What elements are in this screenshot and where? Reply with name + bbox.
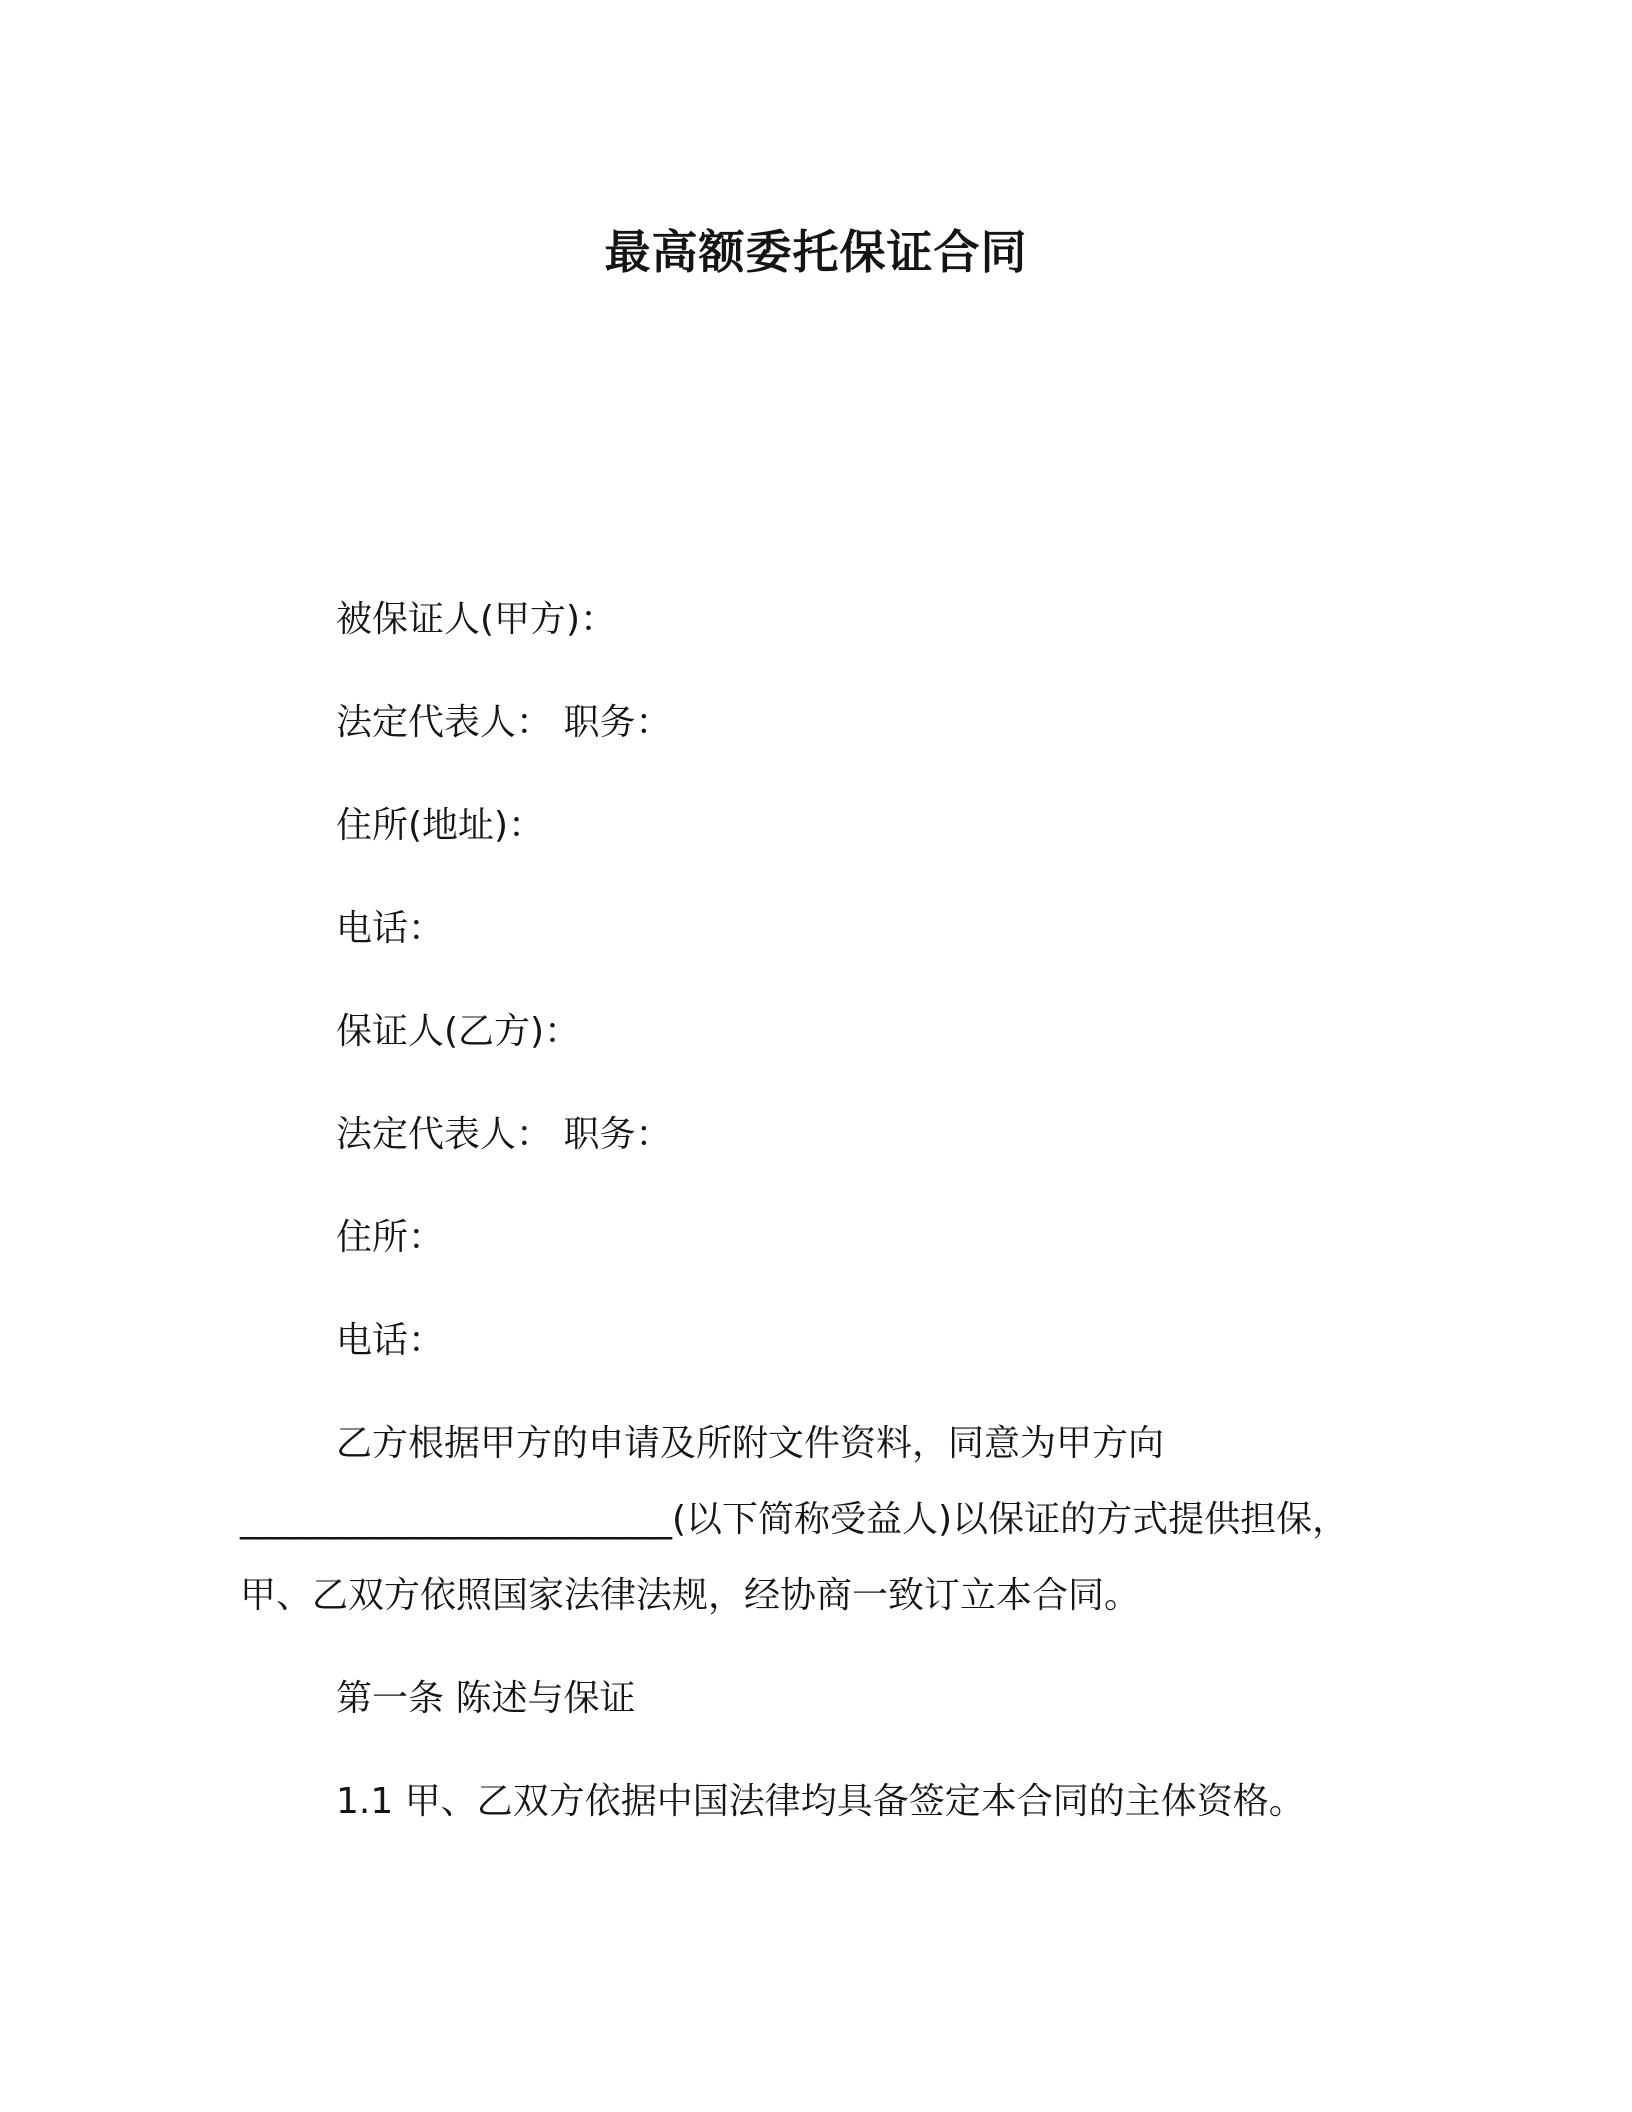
party-b-name-label: 保证人(乙方)： [336, 1011, 581, 1052]
preamble-line-3: 甲、乙双方依照国家法律法规，经协商一致订立本合同。 [240, 1575, 1141, 1616]
article-1-heading: 第一条 陈述与保证 [336, 1678, 636, 1719]
party-a-address-label: 住所(地址)： [336, 805, 545, 846]
preamble-line-2: ________________________(以下简称受益人)以保证的方式提供担保， [240, 1499, 1349, 1540]
party-b-address-label: 住所： [336, 1217, 445, 1258]
party-a-phone-label: 电话： [336, 908, 445, 949]
party-a-representative-label: 法定代表人： 职务： [336, 702, 672, 743]
preamble-line-1: 乙方根据甲方的申请及所附文件资料，同意为甲方向 [336, 1423, 1165, 1464]
party-b-phone-label: 电话： [336, 1320, 445, 1361]
party-b-representative-label: 法定代表人： 职务： [336, 1114, 672, 1155]
document-title: 最高额委托保证合同 [604, 225, 1028, 279]
party-a-name-label: 被保证人(甲方)： [336, 599, 617, 640]
clause-1-1: 1.1 甲、乙双方依据中国法律均具备签定本合同的主体资格。 [336, 1781, 1305, 1822]
